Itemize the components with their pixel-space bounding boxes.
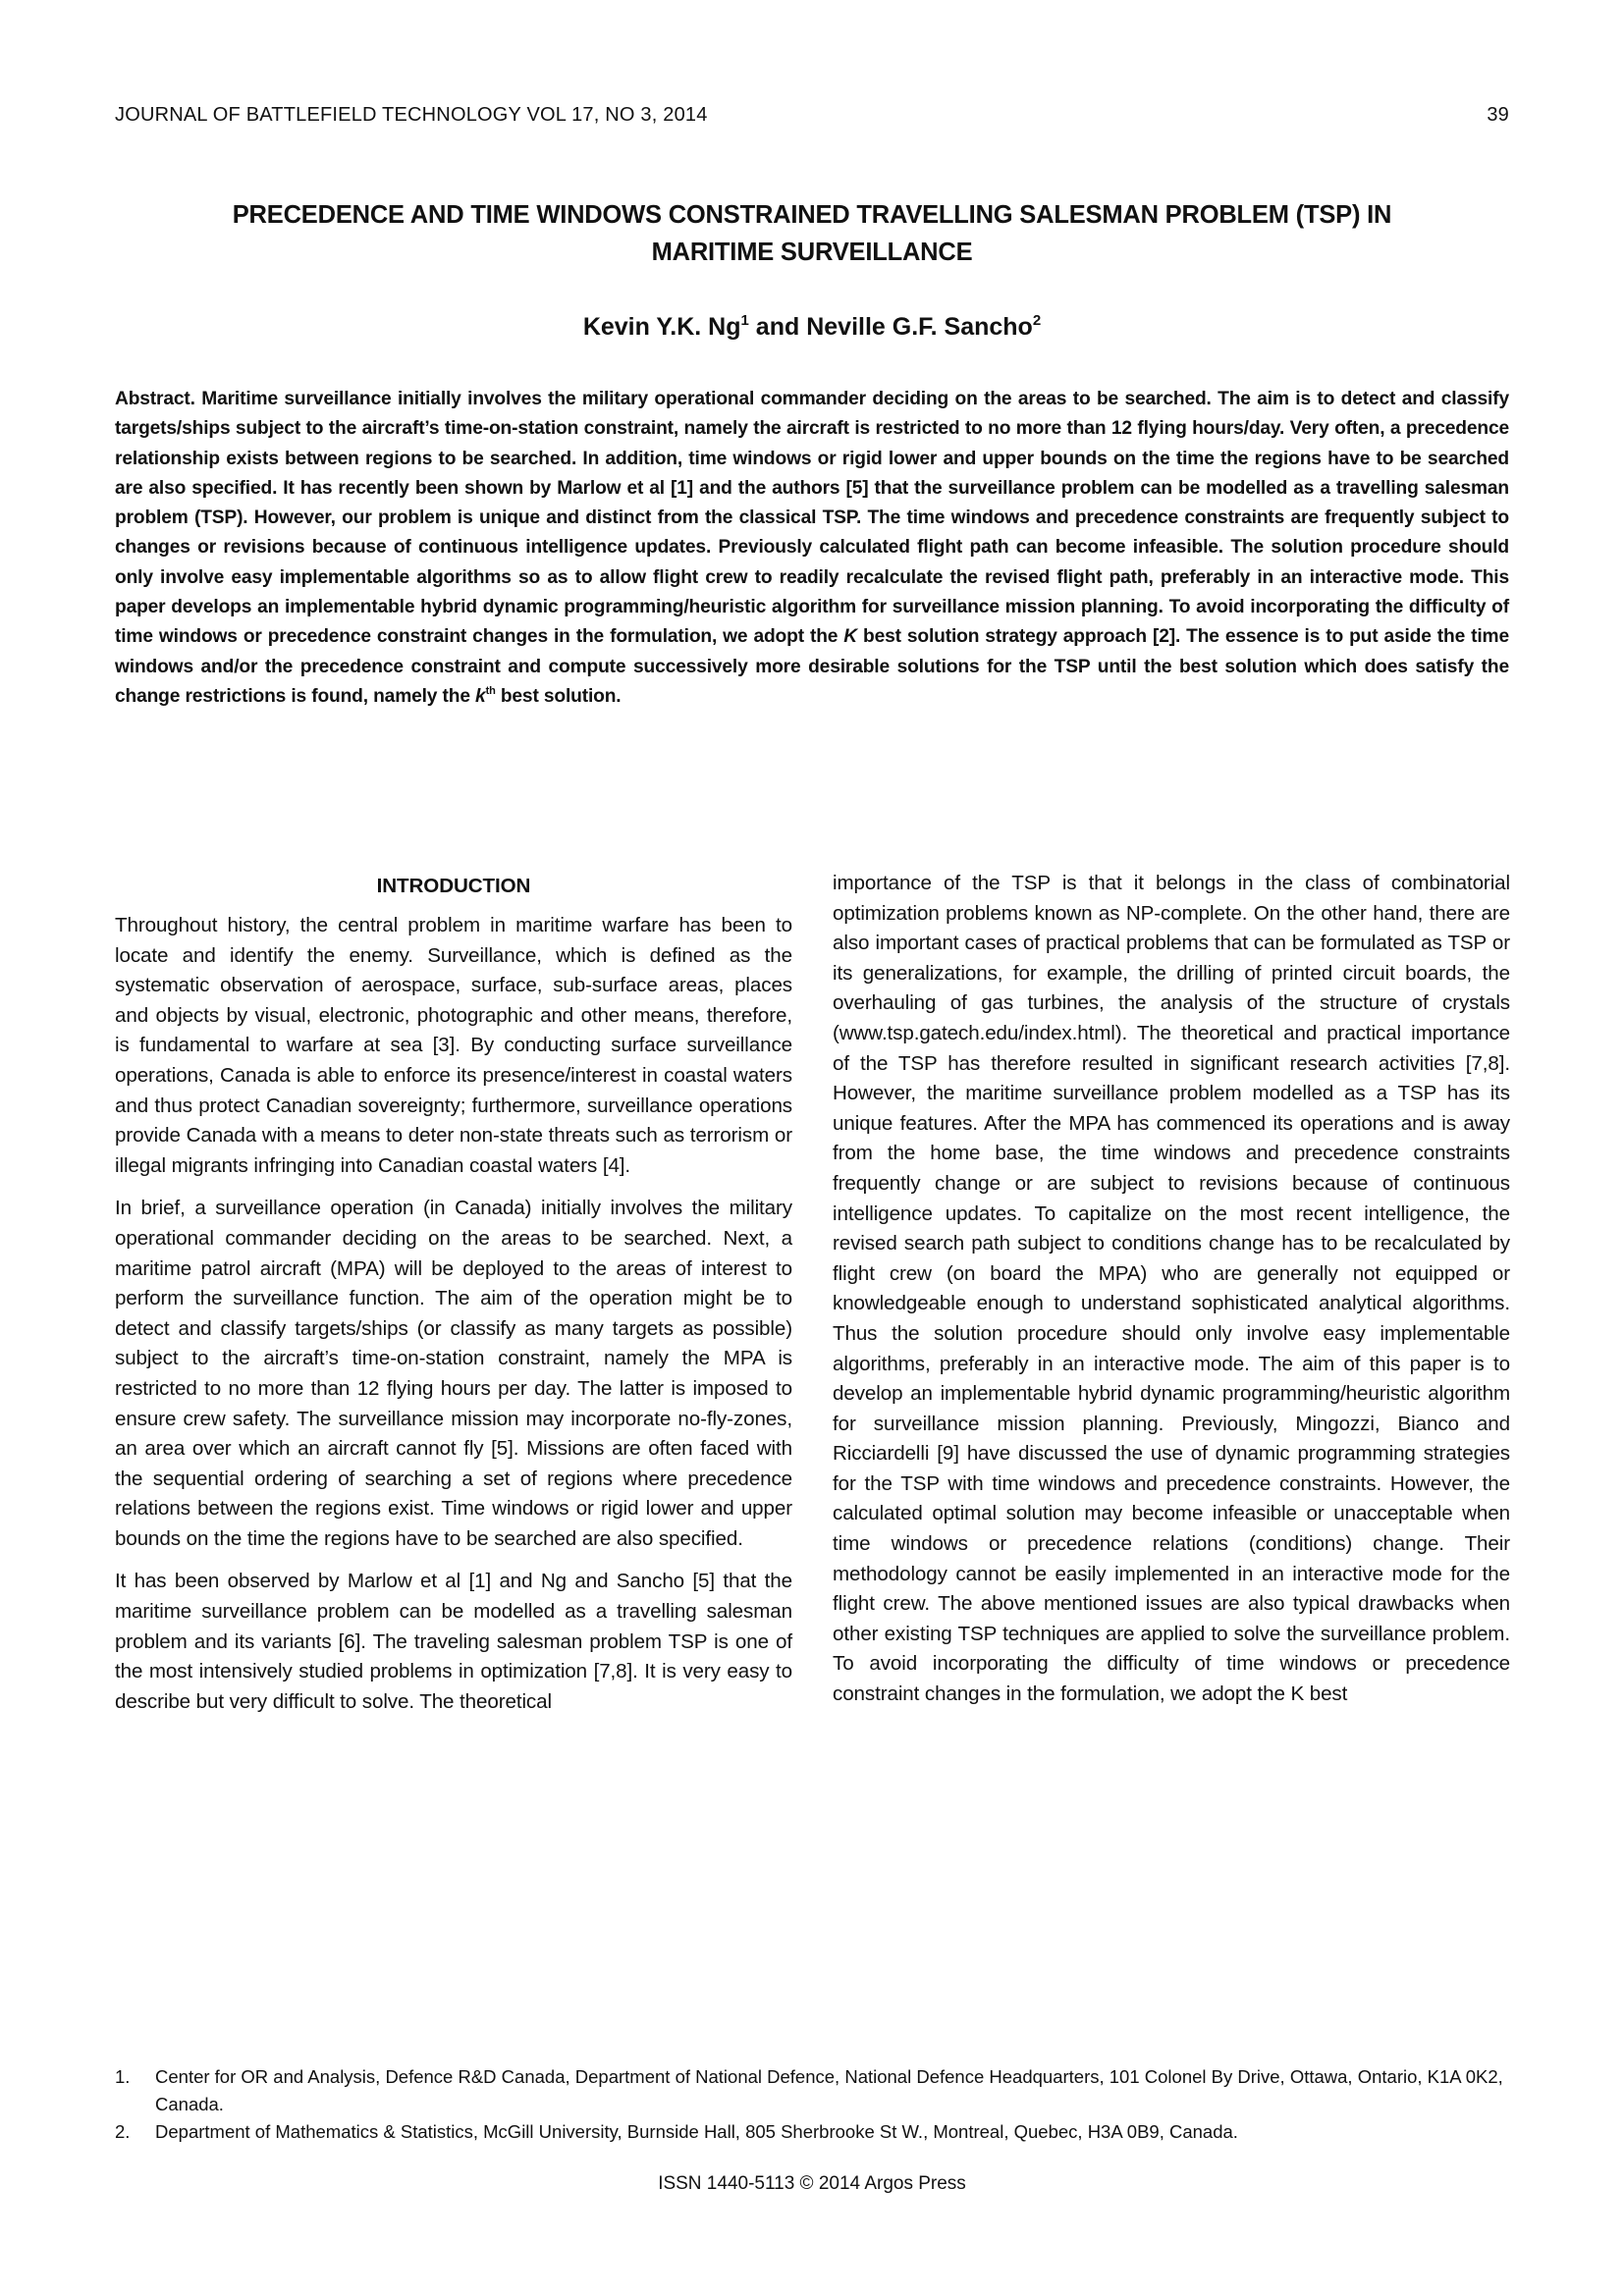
affiliation-mark: 1 [740,312,749,329]
right-column [833,869,1510,1723]
abstract [115,385,1509,712]
author-name: Kevin Y.K. Ng [582,313,741,341]
author-joiner: and [748,313,807,341]
footnote-number: 2. [115,2121,131,2142]
footnote-text: Center for OR and Analysis, Defence R&D Canada, Department of National Defence, National Defence Headquarters, 101 Colonel By Drive, Ottawa, Ontario, K1A 0K2, Canada. [155,2066,1503,2114]
author-list [115,310,1509,344]
page-footer: ISSN 1440-5113 © 2014 Argos Press [658,2173,966,2194]
title-line-2: MARITIME SURVEILLANCE [651,239,973,266]
footnotes [115,2063,1509,2146]
body-paragraph: In brief, a surveillance operation (in Canada) initially involves the military operational commander deciding on the areas to be searched. Next, a maritime patrol aircraft (MPA) will be deployed to the areas of interest to perform the surveillance function. The aim of the operation might be to detect and classify targets/ships (or classify as many targets as possible) subject to the aircraft’s time-on-station constraint, namely the MPA is restricted to no more than 12 flying hours per day. The latter is imposed to ensure crew safety. The surveillance mission may incorporate no-fly-zones, an area over which an aircraft cannot fly [5]. Missions are often faced with the sequential ordering of searching a set of regions where precedence relations between the regions exist. Time windows or rigid lower and upper bounds on the time the regions have to be searched are also specified. [115,1197,792,1550]
affiliation-mark: 2 [1032,312,1042,329]
abstract-label: Abstract. [115,389,195,409]
footnote [115,2063,1509,2118]
author-name: Neville G.F. Sancho [806,313,1033,341]
left-column [115,872,792,1730]
abstract-text: best solution strategy approach [2]. The essence is to put aside the time windows and/or the precedence constraint and compute successively more desirable solutions for the TSP until the best solution which does satisfy the change restrictions is found, namely the [115,626,1509,707]
running-head [115,102,1509,128]
paper-title [115,196,1509,271]
abstract-text: Maritime surveillance initially involves the military operational commander deciding on the areas to be searched. The aim is to detect and classify targets/ships subject to the aircraft’s time-on-station constraint, namely the aircraft is restricted to no more than 12 flying hours/day. Very often, a precedence relationship exists between regions to be searched. In addition, time windows or rigid lower and upper bounds on the time the regions have to be searched are also specified. It has recently been shown by Marlow et al [1] and the authors [5] that the surveillance problem can be modelled as a travelling salesman problem (TSP). However, our problem is unique and distinct from the classical TSP. The time windows and precedence constraints are frequently subject to changes or revisions because of continuous intelligence updates. Previously calculated flight path can become infeasible. The solution procedure should only involve easy implementable algorithms so as to allow flight crew to readily recalculate the revised flight path, preferably in an interactive mode. This paper develops an implementable hybrid dynamic programming/heuristic algorithm for surveillance mission planning. To avoid incorporating the difficulty of time windows or precedence constraint changes in the formulation, we adopt the [115,389,1509,648]
footnote-number: 1. [115,2066,131,2087]
footnote [115,2118,1509,2146]
page-number: 39 [1487,104,1509,126]
abstract-superscript: th [485,684,496,697]
journal-name: JOURNAL OF BATTLEFIELD TECHNOLOGY VOL 17, NO 3, 2014 [115,104,708,126]
abstract-italic-k: K [843,626,858,648]
section-heading: INTRODUCTION [376,875,531,897]
abstract-text: best solution. [495,685,622,707]
body-paragraph: importance of the TSP is that it belongs in the class of combinatorial optimization problems known as NP-complete. On the other hand, there are also important cases of practical problems that can be formulated as TSP or its generalizations, for example, the drilling of printed circuit boards, the overhauling of gas turbines, the analysis of the structure of crystals (www.tsp.gatech.edu/index.html). The theoretical and practical importance of the TSP has therefore resulted in significant research activities [7,8]. However, the maritime surveillance problem modelled as a TSP has its unique features. After the MPA has commenced its operations and is away from the home base, the time windows and precedence constraints frequently change or are subject to revisions because of continuous intelligence updates. To capitalize on the most recent intelligence, the revised search path subject to conditions change has to be recalculated by flight crew (on board the MPA) who are generally not equipped or knowledgeable enough to understand sophisticated analytical algorithms. Thus the solution procedure should only involve easy implementable algorithms, preferably in an interactive mode. The aim of this paper is to develop an implementable hybrid dynamic programming/heuristic algorithm for surveillance mission planning. Previously, Mingozzi, Bianco and Ricciardelli [9] have discussed the use of dynamic programming strategies for the TSP with time windows and precedence constraints. However, the calculated optimal solution may become infeasible or unacceptable when time windows or precedence relations (conditions) change. Their methodology cannot be easily implemented in an interactive mode for the flight crew. The above mentioned issues are also typical drawbacks when other existing TSP techniques are applied to solve the surveillance problem. To avoid incorporating the difficulty of time windows or precedence constraint changes in the formulation, we adopt the K best [833,872,1510,1706]
title-line-1: PRECEDENCE AND TIME WINDOWS CONSTRAINED TRAVELLING SALESMAN PROBLEM (TSP) IN [232,201,1392,229]
body-paragraph: Throughout history, the central problem in maritime warfare has been to locate and identify the enemy. Surveillance, which is defined as the systematic observation of aerospace, surface, sub-surface areas, places and objects by visual, electronic, photographic and other means, therefore, is fundamental to warfare at sea [3]. By conducting surface surveillance operations, Canada is able to enforce its presence/interest in coastal waters and thus protect Canadian sovereignty; furthermore, surveillance operations provide Canada with a means to deter non-state threats such as terrorism or illegal migrants infringing into Canadian coastal waters [4]. [115,914,792,1177]
footnote-text: Department of Mathematics & Statistics, McGill University, Burnside Hall, 805 Sherbrooke St W., Montreal, Quebec, H3A 0B9, Canada. [155,2121,1238,2142]
body-paragraph: It has been observed by Marlow et al [1] and Ng and Sancho [5] that the maritime surveillance problem can be modelled as a travelling salesman problem and its variants [6]. The traveling salesman problem TSP is one of the most intensively studied problems in optimization [7,8]. It is very easy to describe but very difficult to solve. The theoretical [115,1570,792,1713]
abstract-italic-k: k [475,685,486,707]
